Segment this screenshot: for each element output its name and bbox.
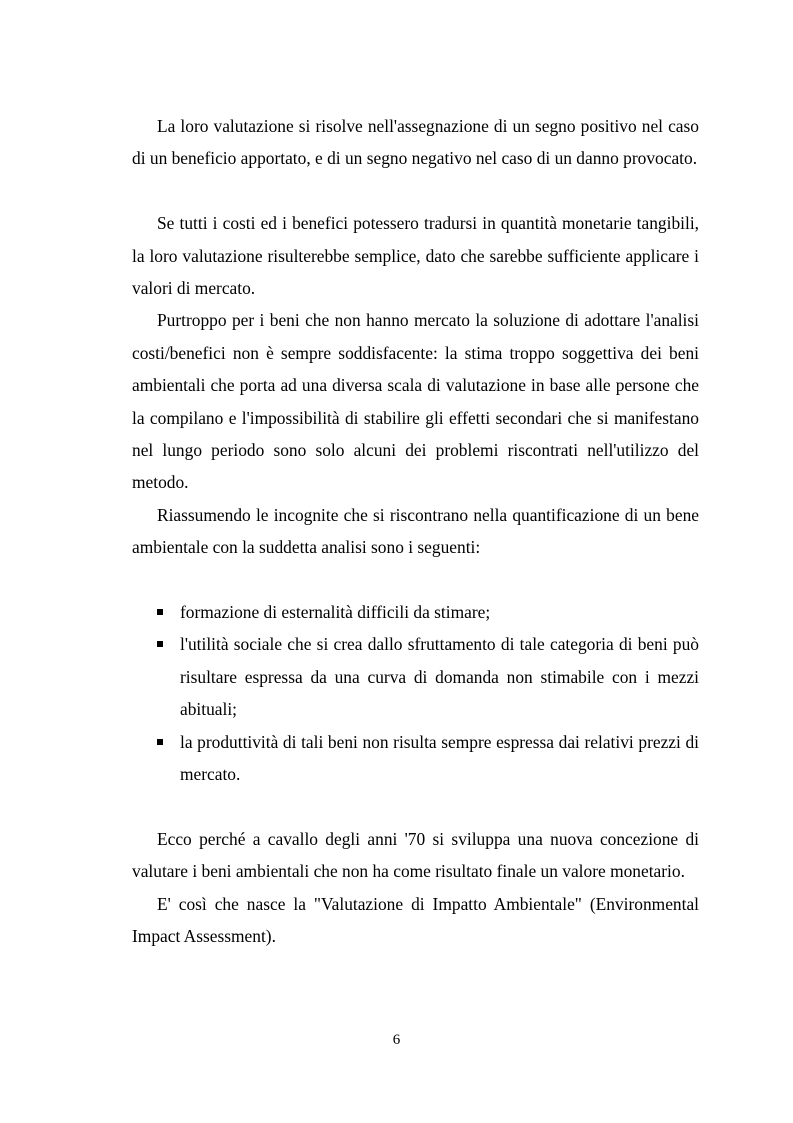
- paragraph-spacer: [132, 791, 699, 823]
- incognite-list: [132, 596, 699, 790]
- paragraph-via-definition: E' così che nasce la "Valutazione di Impatto Ambientale" (Environmental Impact Assessment).: [132, 893, 699, 947]
- list-item: [132, 628, 699, 725]
- list-item: [132, 726, 699, 791]
- paragraph-riassumendo: Riassumendo le incognite che si riscontrano nella quantificazione di un bene ambientale con la suddetta analisi sono i seguenti:: [132, 504, 699, 558]
- list-item-text: formazione di esternalità difficili da stimare;: [180, 602, 491, 623]
- list-item-text: la produttività di tali beni non risulta sempre espressa dai relativi prezzi di mercato.: [180, 731, 699, 785]
- page-body: [132, 110, 699, 953]
- paragraph-costi-benefici: Se tutti i costi ed i benefici potessero tradursi in quantità monetarie tangibili, la loro valutazione risulterebbe semplice, dato che sarebbe sufficiente applicare i valori di mercato.: [132, 213, 699, 299]
- paragraph-spacer: [132, 175, 699, 207]
- paragraph-ecco-perche: Ecco perché a cavallo degli anni '70 si sviluppa una nuova concezione di valutare i beni ambientali che non ha come risultato finale un valore monetario.: [132, 828, 699, 882]
- square-bullet-icon: [157, 641, 163, 647]
- square-bullet-icon: [157, 609, 163, 615]
- page-number: 6: [392, 1032, 401, 1048]
- list-item: [132, 596, 699, 628]
- paragraph-spacer: [132, 564, 699, 596]
- paragraph-purtroppo: Purtroppo per i beni che non hanno mercato la soluzione di adottare l'analisi costi/benefici non è sempre soddisfacente: la stima troppo soggettiva dei beni ambientali che porta ad una diversa scala di valutazione in base alle persone che la compilano e l'impossibilità di stabilire gli effetti secondari che si manifestano nel lungo periodo sono solo alcuni dei problemi riscontrati nell'utilizzo del metodo.: [132, 310, 699, 493]
- paragraph-valutazione-segno: La loro valutazione si risolve nell'assegnazione di un segno positivo nel caso di un beneficio apportato, e di un segno negativo nel caso di un danno provocato.: [132, 116, 699, 169]
- square-bullet-icon: [157, 739, 163, 745]
- list-item-text: l'utilità sociale che si crea dallo sfruttamento di tale categoria di beni può risultare espressa da una curva di domanda non stimabile con i mezzi abituali;: [180, 634, 699, 720]
